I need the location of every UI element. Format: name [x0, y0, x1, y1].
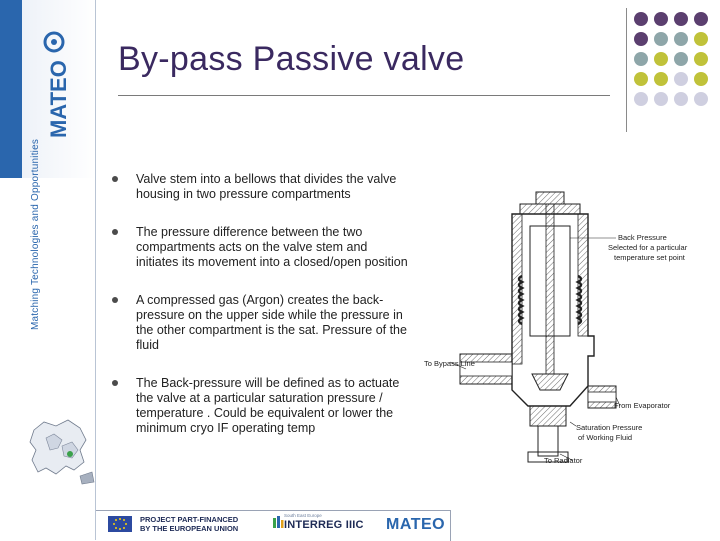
decor-dot — [674, 92, 688, 106]
decor-dot — [634, 72, 648, 86]
decor-dot — [654, 92, 668, 106]
decor-dot — [694, 12, 708, 26]
decor-dot — [694, 72, 708, 86]
decor-dot — [674, 12, 688, 26]
decor-dot — [654, 32, 668, 46]
sidebar-tagline: Matching Technologies and Opportunities — [30, 138, 41, 330]
label-saturation-2: of Working Fluid — [578, 433, 633, 442]
decor-dot — [634, 92, 648, 106]
bullet-item — [110, 172, 410, 202]
label-saturation-1: Saturation Pressure — [576, 423, 643, 432]
sidebar — [0, 0, 96, 540]
label-bypass: To Bypass Line — [424, 359, 475, 368]
bullet-text: The Back-pressure will be defined as to actuate the valve at a particular saturation pressure / temperature . Could be equivalent or lower the minimum cryo IF operating temp — [136, 376, 400, 435]
valve-diagram — [420, 186, 720, 472]
bullet-item — [110, 225, 410, 270]
decor-dot — [654, 12, 668, 26]
bullet-marker — [112, 297, 118, 303]
eu-line-1: PROJECT PART-FINANCED — [140, 515, 239, 524]
bullet-list — [110, 172, 410, 459]
eu-financing-text — [140, 515, 238, 533]
bullet-text: Valve stem into a bellows that divides the valve housing in two pressure compartments — [136, 172, 397, 201]
label-back-pressure-sub2: temperature set point — [614, 253, 685, 262]
label-back-pressure-sub1: Selected for a particular — [608, 243, 688, 252]
bullet-item — [110, 293, 410, 353]
bullet-item — [110, 376, 410, 436]
label-evaporator: From Evaporator — [614, 401, 671, 410]
title-divider — [118, 95, 610, 96]
bullet-marker — [112, 176, 118, 182]
label-radiator: To Radiator — [544, 456, 583, 465]
decor-dot — [674, 72, 688, 86]
decor-dot — [654, 52, 668, 66]
decor-dot — [634, 52, 648, 66]
sidebar-blue-band — [0, 0, 22, 178]
mateo-logo — [38, 30, 78, 140]
mateo-logo-text: MATEO — [46, 60, 71, 138]
bullet-text: The pressure difference between the two compartments acts on the valve stem and initiates its movement into a closed/open position — [136, 225, 408, 269]
decor-dot — [694, 32, 708, 46]
decor-dot — [694, 92, 708, 106]
decor-dot — [674, 32, 688, 46]
eu-line-2: BY THE EUROPEAN UNION — [140, 524, 239, 533]
eu-flag-icon — [108, 516, 132, 532]
footer-bar — [96, 510, 451, 541]
decor-dot — [634, 12, 648, 26]
slide-title: By-pass Passive valve — [118, 40, 465, 78]
bullet-marker — [112, 380, 118, 386]
bullet-marker — [112, 229, 118, 235]
mateo-footer-logo: MATEO — [386, 516, 446, 533]
interreg-logo-icon — [272, 516, 284, 530]
decor-dot — [654, 72, 668, 86]
decor-divider — [626, 8, 627, 132]
decor-dot — [674, 52, 688, 66]
interreg-label: INTERREG IIIC — [284, 519, 364, 531]
europe-map-icon — [26, 410, 96, 490]
decor-dot — [694, 52, 708, 66]
mateo-logo-dot — [51, 39, 57, 45]
label-back-pressure: Back Pressure — [618, 233, 667, 242]
bullet-text: A compressed gas (Argon) creates the back-pressure on the upper side while the pressure in the other compartment is the sat. Pressure of the fluid — [136, 293, 407, 352]
decor-dot — [634, 32, 648, 46]
interreg-subtitle: South East Europe — [284, 513, 322, 518]
